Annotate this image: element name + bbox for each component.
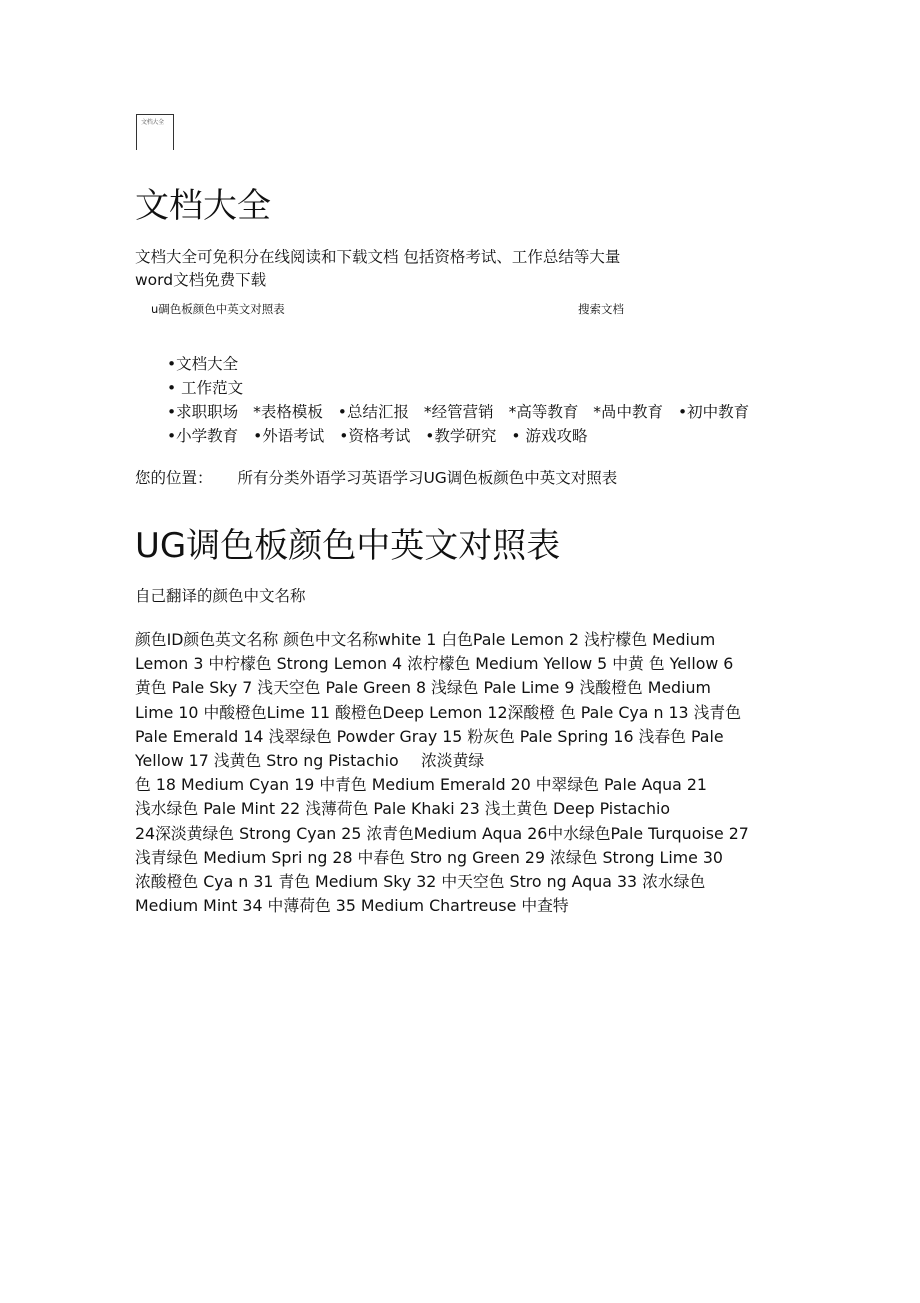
body-line: 浅水绿色 Pale Mint 22 浅薄荷色 Pale Khaki 23 浅土黄色 Deep Pistachio — [135, 799, 671, 819]
nav-row-2 — [167, 376, 253, 398]
body-line-with-tail — [135, 749, 775, 773]
body-line: 颜色ID颜色英文名称 颜色中文名称white 1 白色Pale Lemon 2 浅柠檬色 Medium — [135, 630, 716, 649]
body-line: Pale Emerald 14 浅翠绿色 Powder Gray 15 粉灰色 Pale Spring 16 浅春色 Pale — [135, 726, 724, 746]
nav-item-higher-education[interactable]: *高等教育 — [508, 403, 579, 421]
nav-item-primary-school[interactable]: •小学教育 — [167, 427, 239, 445]
body-line: Lime 10 中酸橙色Lime 11 酸橙色Deep Lemon 12深酸橙 色 Pale Cya n 13 浅青色 — [135, 702, 742, 722]
breadcrumb-path[interactable]: 所有分类外语学习英语学习UG调色板颜色中英文对照表 — [237, 469, 618, 487]
page-subtitle: 自己翻译的颜色中文名称 — [135, 587, 306, 605]
body-line: Yellow 17 浅黄色 Stro ng Pistachio — [135, 751, 399, 771]
page-title: UG调色板颜色中英文对照表 — [135, 526, 561, 566]
site-title: 文档大全 — [135, 186, 271, 226]
nav-item-qualification-exams[interactable]: •资格考试 — [339, 427, 411, 445]
body-line: 色 18 Medium Cyan 19 中青色 Medium Emerald 20 中翠绿色 Pale Aqua 21 — [135, 775, 707, 795]
nav-item-middle-school[interactable]: •初中教育 — [678, 403, 750, 421]
nav-item-doc-home[interactable]: •文档大全 — [167, 355, 239, 373]
body-line: Medium Mint 34 中薄荷色 35 Medium Chartreuse 中查特 — [135, 896, 569, 916]
nav-item-reports[interactable]: •总结汇报 — [337, 403, 409, 421]
breadcrumb — [135, 466, 617, 488]
nav-row-1 — [167, 352, 248, 374]
nav-item-jobs[interactable]: •求职职场 — [167, 403, 239, 421]
nav-item-marketing[interactable]: *经管营销 — [423, 403, 494, 421]
body-line: Lemon 3 中柠檬色 Strong Lemon 4 浓柠檬色 Medium Yellow 5 中黄 色 Yellow 6 — [135, 654, 734, 674]
breadcrumb-label: 您的位置： — [135, 469, 213, 487]
body-line: 浅青绿色 Medium Spri ng 28 中春色 Stro ng Green 29 浓绿色 Strong Lime 30 — [135, 847, 723, 867]
body-line: 黄色 Pale Sky 7 浅天空色 Pale Green 8 浅绿色 Pale Lime 9 浅酸橙色 Medium — [135, 678, 711, 698]
nav-row-3 — [167, 400, 759, 422]
logo-text: 文档大全 — [141, 119, 164, 126]
nav-item-game-guides[interactable]: • 游戏攻略 — [511, 427, 588, 445]
site-description-line-2: word文档免费下载 — [135, 271, 267, 289]
search-documents-link[interactable]: 搜索文档 — [578, 302, 624, 316]
nav-row-4 — [167, 424, 597, 446]
site-description-line-1: 文档大全可免积分在线阅读和下载文档 包括资格考试、工作总结等大量 — [135, 248, 621, 266]
body-line: 24深淡黄绿色 Strong Cyan 25 浓青色Medium Aqua 26中水绿色Pale Turquoise 27 — [135, 823, 749, 843]
document-link[interactable]: u碉色板颜色中英文对照表 — [151, 302, 285, 316]
site-logo[interactable] — [136, 114, 174, 150]
nav-item-templates[interactable]: *表格模板 — [253, 403, 323, 421]
site-description — [135, 246, 735, 292]
nav-item-language-exams[interactable]: •外语考试 — [253, 427, 325, 445]
body-line-tail: 浓淡黄绿 — [421, 751, 485, 771]
nav-item-work-samples[interactable]: • 工作范文 — [167, 379, 244, 397]
article-body — [135, 628, 775, 918]
nav-item-high-school[interactable]: *咼中教育 — [593, 403, 664, 421]
nav-item-teaching-research[interactable]: •教学研究 — [425, 427, 497, 445]
body-line: 浓酸橙色 Cya n 31 青色 Medium Sky 32 中天空色 Stro ng Aqua 33 浓水绿色 — [135, 872, 706, 892]
